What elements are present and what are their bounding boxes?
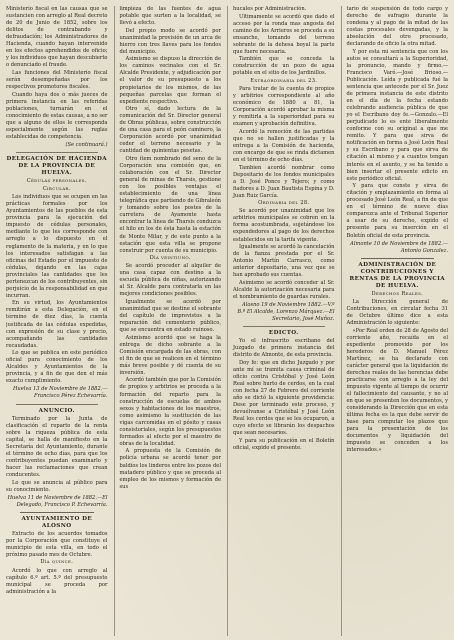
body-paragraph: Terminado por la Junta de clasificación el reparto de la renta sobre la riqueza pública de esta capital, se halla de manifiesto en la Secretaría del Ayuntamiento, durante el término de ocho días, para que los contribuyentes puedan examinarlo y hacer las reclamaciones que crean conducentes. xyxy=(6,415,108,478)
body-paragraph: Asimismo acordó que se haga la entrega de dicho sobrante a la Comisión encargada de las obras, con el fin de que se realicen en el término más breve posible y dé cuenta de su inversión. xyxy=(119,334,221,376)
section-divider xyxy=(243,326,325,327)
body-paragraph: Del propio modo se acordó por unanimidad la provisión de un arca de hierro con tres llaves para los fondos del municipio. xyxy=(119,27,221,55)
body-paragraph: Y para que conste y sirva de citación y emplazamiento en forma al procesado José León Real, a fin de que en el término de nueve días comparezca ante el Tribunal Superior a usar de su derecho, expido el presente para su inserción en el Boletín oficial de esta provincia. xyxy=(346,183,448,239)
signature-line: Almonte 10 de Noviembre de 1882.—Antonio Gonzalez. xyxy=(350,240,448,254)
body-paragraph: Tambien acordó nombrar como Depositario de los fondos municipales a D. José Ponce y Tejero; y como fiadores a D. Juan Bautista Espina y D. Juan Ruiz García. xyxy=(233,164,335,199)
body-paragraph: Cuando haya dos o más jueces de primera instancia en las referidas poblaciones, turnarán en el conocimiento de estas causas, a no ser que a alguno de ellos le corresponda especialmente según las reglas establecidas de competencia. xyxy=(6,91,108,140)
body-paragraph: Igualmente se acordó por unanimidad que se destine el sobrante del capítulo de imprevistos a la reparación del cementerio público, que se encuentra en estado ruinoso. xyxy=(119,298,221,334)
body-paragraph: «Por Real orden de 28 de Agosto del corriente año, recaída en el expediente promovido por los herederos de D. Manuel Pérez Martínez, se ha declarado con carácter general que la liquidación de derechos reales de las herencias debe practicarse con arreglo a la ley del impuesto vigente al tiempo de ocurrir el fallecimiento del causante, y no al en que se presenten los documentos, y considerando la Dirección que en esta última fecha es la que debe servir de base para computar los plazos que para la presentación de los documentos y liquidación del impuesto se conceden a los interesados.» xyxy=(346,327,448,454)
column-2 xyxy=(114,6,222,636)
body-paragraph: Y por esta mi sentencia que con los autos se consultará a la Superioridad, la pronuncio, mando y firmo.—Francisco Varó.—José Brioso.—Publicación. Leída y publicada fué la sentencia que antecede por el Sr. Juez de primera instancia de este distrito en el día de la fecha estando celebrando audiencia pública de que yo el Escribano doy fe.—Gonzalo.—El perjudicado lo es ente liberalmente conforme con su original a que me remito. Y para que sirva de notificación en forma a José León Real y su Escribano y para que sirva de citación al mismo y a cuantos tengan interés en el asunto, y se ha tenido a bien insertar el presente edicto en este periódico oficial. xyxy=(346,48,448,182)
body-paragraph: Lo que se publica en este periódico oficial para conocimiento de los Alcaldes y Ayuntamientos de la provincia, y a fin de que den el más exacto cumplimiento. xyxy=(6,350,108,385)
section-subheading: Día veintiuno. xyxy=(149,255,191,262)
column-1 xyxy=(6,6,108,636)
section-subheading: Cédulas personales. xyxy=(26,178,87,185)
section-divider xyxy=(20,512,94,513)
section-subheading: Extraordinaria del 23. xyxy=(250,77,318,84)
body-paragraph: Asimismo se dispuso la dirección de los caminos vecinales con el Sr. Alcalde Presidente, y adjudicación por el valor de su presupuesto a los propietarios de los mismos, de las pequeñas parcelas que forman el expediente respectivo. xyxy=(119,56,221,105)
body-paragraph: Y para su publicación en el Boletín oficial, expido el presente. xyxy=(233,437,335,451)
body-paragraph: Acordó lo que con arreglo al capítulo 6.º art. 5.º del presupuesto municipal se proceda por administración a la xyxy=(6,567,108,595)
body-paragraph: Acordó también que por la Comisión de propios y arbitrios se proceda a la formación del reparto para la construcción de escuelas de ambos sexos y habitaciones de los maestros, como asimismo la sustitución de las vigas carcomidas en el pósito y casas consistoriales, según los presupuestos formados al efecto por el maestro de obras de la localidad. xyxy=(119,377,221,447)
section-heading: ANUNCIO. xyxy=(38,407,75,414)
section-subheading: Circular. xyxy=(42,186,71,193)
body-paragraph: Las funciones del Ministerio fiscal serán desempeñadas por los respectivos promotores fiscales. xyxy=(6,69,108,91)
body-paragraph: Ministerio fiscal en las causas que se sustancien con arreglo al Real decreto de 20 de Junio de 1852, sobre los delitos de contrabando y defraudación; los Administradores de Hacienda, cuando hayan intervenido en los efectos aprehendidos de oficio; y los individuos que hayan descubierto o denunciado el fraude. xyxy=(6,6,108,69)
signature-line: Huelva 13 de Noviembre de 1882.—Francisco Pérez Echevarría. xyxy=(12,386,108,400)
section-heading: DELEGACIÓN DE HACIENDA DE LA PROVINCIA DE HUELVA. xyxy=(6,155,108,177)
body-paragraph: tario de suspensión de todo cargo y derecho de sufragio durante la condena y al pago de la mitad de las costas procesales devengadas, y la absolución del otro procesado, declarando de oficio la otra mitad. xyxy=(346,6,448,48)
body-paragraph: Otro sí, dado lectura de la comunicación del Sr. Director general de Obras públicas, sobre construcción de una casa para el peón caminero, la Corporación acordó por unanimidad ceder el terreno necesario y la cantidad de quinientas pesetas. xyxy=(119,106,221,155)
body-paragraph: Asimismo se acordó conceder al Sr. Alcalde la autorización necesaria para el nombramiento de guardas rurales. xyxy=(233,279,335,300)
body-paragraph: Para tratar de la cuenta de propios y arbitrios correspondiente al año económico de 1880 a 81, la Corporación acordó aprobar la misma y remitirla a la superioridad para su examen y aprobación definitiva. xyxy=(233,86,335,128)
body-paragraph: Los individuos que se ocupen en las prácticas formales por los Ayuntamientos de las pueblos de esta provincia para la ejecución del impuesto de cédulas personales, mediante lo que les corresponde con arreglo a lo dispuesto en el reglamento de la materia, y en lo que los interesados satisfagan a las oficinas del Estado por el impuesto de cédulas, dejando en las cajas provinciales las cantidades que les pertenezcan de los contribuyentes, sin perjuicio de la responsabilidad en que incurran. xyxy=(6,194,108,299)
body-paragraph: Se acordó proceder al alquiler de una casa capaz con destino a la escuela pública de niñas, autorizando al Sr. Alcalde para contratarla en las mejores condiciones posibles. xyxy=(119,263,221,298)
body-paragraph: A propuesta de la Comisión de policía urbana se acordó tener por baldíos los linderos entre los pozos del matadero público y que se proceda al empleo de los mismos y formación de sus xyxy=(119,448,221,490)
body-paragraph: Extracto de los acuerdos tomados por la Corporación que constituye el municipio de esta villa, en todo el próximo pasado mes de Octubre. xyxy=(6,530,108,558)
section-subheading: Día quince. xyxy=(40,559,74,566)
section-subheading: Ordinaria del 28. xyxy=(258,200,310,207)
section-heading: ADMINISTRACIÓN DE CONTRIBUCIONES Y RENTAS DE LA PROVINCIA DE HUELVA. xyxy=(349,261,445,289)
section-divider xyxy=(16,152,98,153)
signature-line: Huelva 11 de Noviembre de 1882.—El Delegado, Francisco P. Echevarría. xyxy=(7,494,108,508)
body-paragraph: limpieza de las fuentes de agua potable que surten a la localidad, se llevó a efecto. xyxy=(119,6,221,27)
body-paragraph: Se acordó por unanimidad que los arbitrios municipales se cobren en la forma acostumbrada, sujetándose los expendedores al pago de los derechos establecidos en la tarifa vigente. xyxy=(233,208,335,243)
signature-line: (Se continuará.) xyxy=(65,141,108,148)
column-3 xyxy=(227,6,335,636)
body-paragraph: hucales por Administración. xyxy=(233,6,307,12)
column-4 xyxy=(341,6,449,636)
body-paragraph: También que se conceda la construcción de un pozo de agua potable en el sitio de los Jardinillos. xyxy=(233,56,335,77)
body-paragraph: La Dirección general de Contribuciones, en circular fecha 31 de Octubre último dice a esta Administración lo siguiente: xyxy=(346,298,448,327)
section-divider xyxy=(16,404,98,405)
body-paragraph: Acordó la remoción de las partidas que no se hallen justificadas y la entrega a la Comisión de hacienda, con encargo de que se rinda dictamen en el término de ocho días. xyxy=(233,128,335,163)
section-subheading: Derechos Reales. xyxy=(371,290,424,297)
body-paragraph: En su virtud, los Ayuntamientos remitirán a esta Delegación, en el término de diez días, la cuenta justificada de las cédulas expedidas, con expresión de su clase y precio, acompañando las cantidades recaudadas. xyxy=(6,300,108,349)
body-paragraph: Otro ítem nombrado del seno de la Corporación una comisión que, en colaboración con el Sr. Director general de minas de Tharsis, gestione con los posibles ventajas el establecimiento de una línea telegráfica que partiendo de Gibraleón y tomando sobre los postes de la carretera de Ayamonte hasta encontrar la línea de Tharsis conduzca el hilo en los de ésta hasta la estación de Monte Milar, y de este punto a la estación que esta villa se propone construir por cuenta de su municipio. xyxy=(119,155,221,254)
body-paragraph: Igualmente se acordó la cancelación de la fianza prestada por el Sr. Antonio Martín Carrasco, como anterior depositario, una vez que se han aprobado sus cuentas. xyxy=(233,244,335,279)
section-heading: EDICTO. xyxy=(268,330,299,337)
body-paragraph: Doy fe: que en dicho Juzgado y por ante mí se tramita causa criminal de oficio contra Cristóbal y José León Real sobre hurto de cerdos, en la cual con fecha 27 de Febrero del corriente año se dictó la siguiente providencia: Dese por terminado este proceso, y devuélvanse a Cristóbal y José León Real los cerdos que se les ocuparon, a cuyo efecto se librarán los despachos que sean necesarios. xyxy=(233,359,335,437)
signature-line: Alosno 19 de Noviembre 1882.—V.º B.º El Alcalde, Lorenzo Márquez.—El Secretario, José Muñoz. xyxy=(237,301,335,323)
section-heading: AYUNTAMIENTO DE ALOSNO xyxy=(21,515,93,529)
body-paragraph: Yo el infrascrito escribano del Juzgado de primera instancia del distrito de Almonte, de esta provincia. xyxy=(233,338,335,359)
section-divider xyxy=(361,258,435,259)
body-paragraph: Lo que se anuncia al público para su conocimiento. xyxy=(6,479,108,493)
body-paragraph: Ultimamente se acordó que dado el acceso por la ronda mas angosta del camino de los Arrieros se proceda a su ensanche, tomando del terreno sobrante de la dehesa boyal la parte que fuere necesaria. xyxy=(233,13,335,55)
